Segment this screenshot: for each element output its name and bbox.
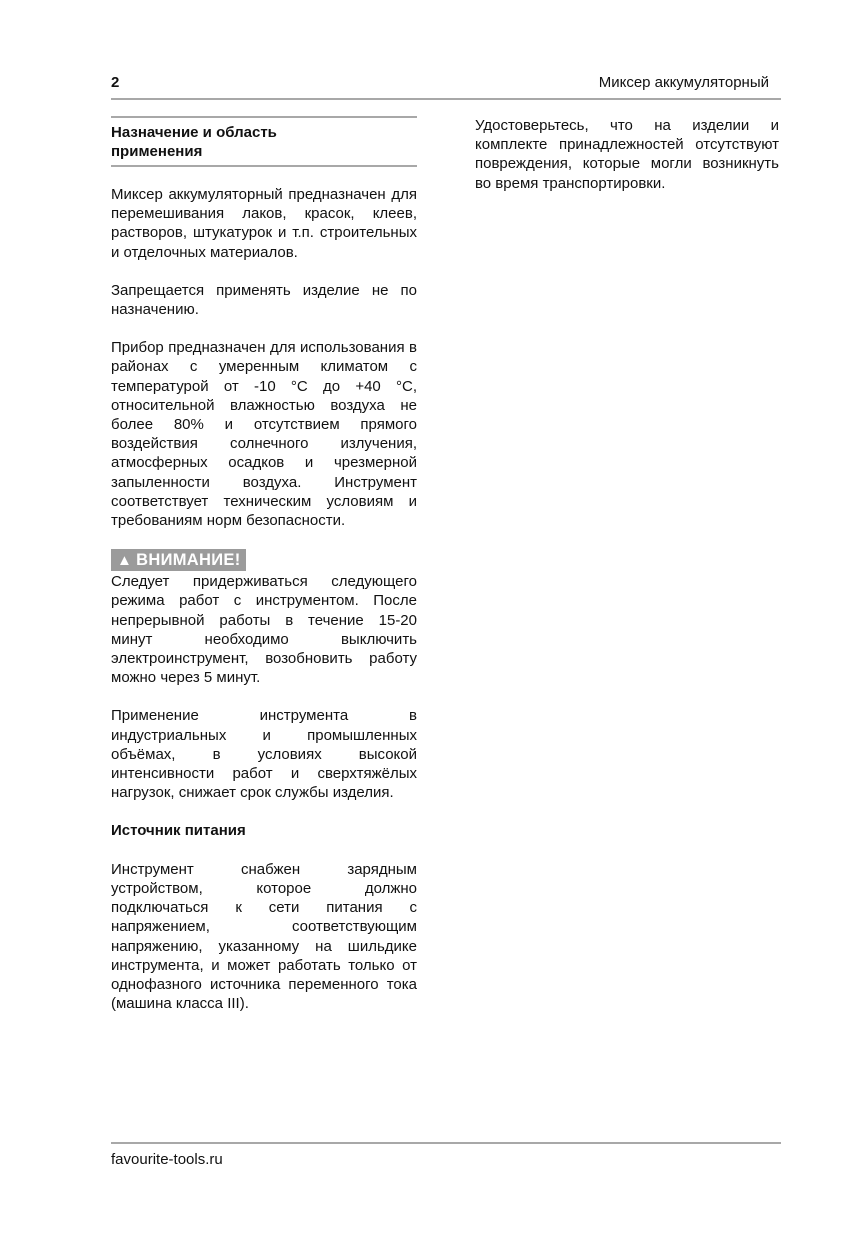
section-heading-line-2: применения: [111, 143, 203, 160]
purpose-paragraph: Миксер аккумуляторный предназначен для перемешивания лаков, красок, клеев, растворов, штукатурок и т.п. строительных и отделочных материалов.: [111, 186, 417, 261]
right-column: [475, 116, 779, 212]
inspection-paragraph: Удостоверьтесь, что на изделии и комплекте принадлежностей отсутствуют повреждения, которые могли возникнуть во время транспортировки.: [475, 117, 779, 192]
prohibition-paragraph: Запрещается применять изделие не по назначению.: [111, 281, 417, 319]
page-number: 2: [111, 74, 120, 91]
warning-label: ВНИМАНИЕ!: [136, 551, 241, 570]
section-heading-power: Источник питания: [111, 822, 246, 840]
section-heading-line-1: Назначение и область: [111, 124, 277, 141]
left-column: [111, 116, 417, 1032]
page-header: [111, 72, 781, 100]
section-heading-purpose: [111, 116, 417, 167]
warning-paragraph: Следует придерживаться следующего режима работ с инструментом. После непрерывной работы в течение 15-20 минут необходимо выключить электроинструмент, возобновить работу можно через 5 минут.: [111, 573, 417, 687]
page-footer: [111, 1142, 781, 1168]
footer-website: favourite-tools.ru: [111, 1151, 223, 1168]
industrial-use-paragraph: Применение инструмента в индустриальных и промышленных объёмах, в условиях высокой интенсивности работ и сверхтяжёлых нагрузок, снижает срок службы изделия.: [111, 707, 417, 802]
warning-badge: [111, 549, 246, 571]
warning-triangle-icon: ▲: [117, 552, 133, 570]
document-title: Миксер аккумуляторный: [598, 74, 769, 91]
climate-paragraph: Прибор предназначен для использования в районах с умеренным климатом с температурой от -10 °С до +40 °С, относительной влажностью воздуха не более 80% и отсутствием прямого воздействия солнечного излучения, атмосферных осадков и чрезмерной запыленности воздуха. Инструмент соответствует техническим условиям и требованиям норм безопасности.: [111, 339, 417, 530]
power-paragraph: Инструмент снабжен зарядным устройством, которое должно подключаться к сети питания с напряжением, соответствующим напряжению, указанному на шильдике инструмента, и может работать только от однофазного источника переменного тока (машина класса III).: [111, 860, 417, 1013]
